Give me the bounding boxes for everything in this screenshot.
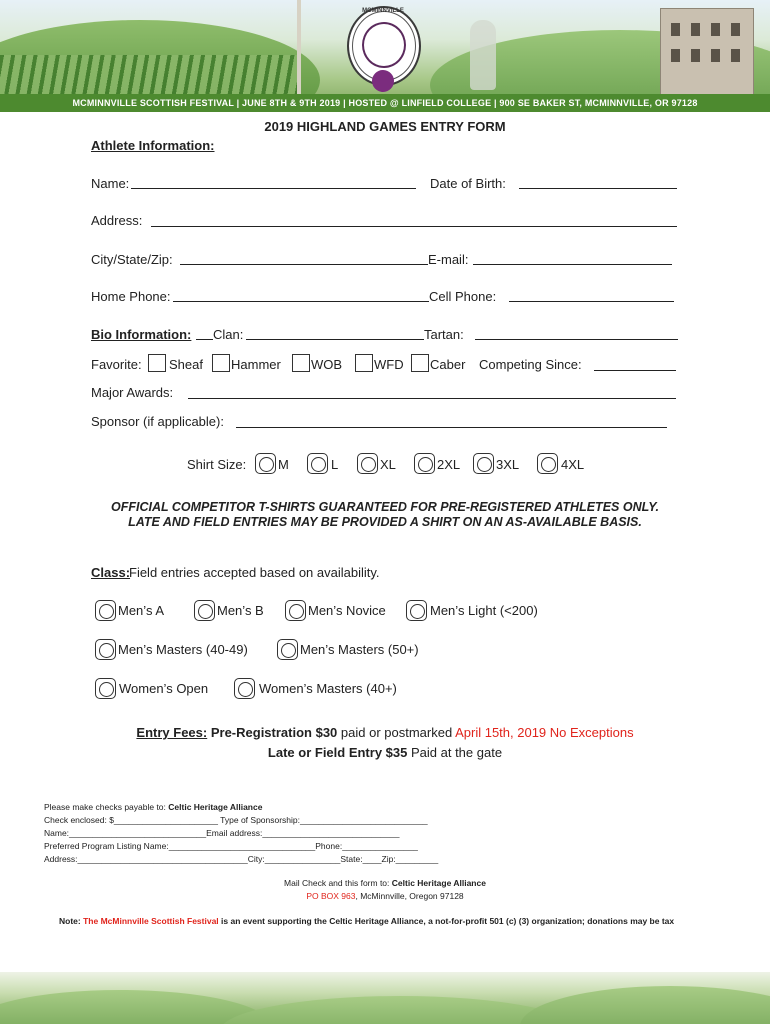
entry-fees-line (0, 725, 770, 741)
shirt-size-l-radio[interactable] (307, 453, 328, 474)
class-womens-open-label: Women’s Open (119, 681, 209, 696)
shirt-size-2xl-radio[interactable] (414, 453, 435, 474)
favorite-caber-label: Caber (430, 357, 466, 372)
shirt-size-xl-label: XL (380, 457, 396, 472)
sponsor-address-field[interactable]: Address:____________________________________ (44, 854, 248, 864)
competing-since-field[interactable] (594, 370, 676, 371)
payable-line (44, 801, 262, 813)
shirt-notice-line-1: OFFICIAL COMPETITOR T-SHIRTS GUARANTEED FOR PRE-REGISTERED ATHLETES ONLY. (111, 500, 659, 514)
class-mens-light-radio[interactable] (406, 600, 427, 621)
class-womens-open-radio[interactable] (95, 678, 116, 699)
sponsorship-type-field[interactable]: Type of Sponsorship:___________________________ (220, 815, 428, 825)
hill-graphic (520, 986, 770, 1024)
shirt-size-3xl-radio[interactable] (473, 453, 494, 474)
favorite-wob-label: WOB (311, 357, 343, 372)
class-mens-a-radio[interactable] (95, 600, 116, 621)
clan-label: Clan: (213, 327, 244, 342)
header-banner (0, 0, 770, 112)
payable-org: Celtic Heritage Alliance (168, 802, 263, 812)
shirt-notice-line-2: LATE AND FIELD ENTRIES MAY BE PROVIDED A SHIRT ON AN AS-AVAILABLE BASIS. (128, 515, 642, 529)
sponsor-label: Sponsor (if applicable): (91, 414, 224, 429)
shirt-size-xl-radio[interactable] (357, 453, 378, 474)
note-text: is an event supporting the Celtic Heritage Alliance, a not-for-profit 501 (c) (3) organization; donations may be tax (221, 916, 675, 926)
favorite-wfd-checkbox[interactable] (355, 354, 373, 372)
mail-po-box: PO BOX 963 (306, 891, 356, 901)
sponsor-email-field[interactable]: Email address:_____________________________ (206, 828, 400, 838)
class-note: Field entries accepted based on availability. (129, 565, 380, 580)
crest-text: MCMINNVILLE (362, 8, 404, 14)
address-label: Address: (91, 213, 143, 228)
class-mens-masters-50-label: Men’s Masters (50+) (300, 642, 419, 657)
home-phone-field[interactable] (173, 301, 429, 302)
caber-pole-graphic (297, 0, 301, 96)
footer-banner (0, 972, 770, 1024)
cell-phone-label: Cell Phone: (429, 289, 497, 304)
late-fee: Late or Field Entry $35 (267, 745, 408, 760)
shirt-size-4xl-label: 4XL (561, 457, 585, 472)
late-fee-note: Paid at the gate (410, 745, 503, 760)
email-field[interactable] (473, 264, 672, 265)
class-mens-masters-50-radio[interactable] (277, 639, 298, 660)
major-awards-label: Major Awards: (91, 385, 174, 400)
athlete-graphic (470, 20, 496, 90)
mail-city: , McMinnville, Oregon 97128 (355, 891, 464, 901)
bio-underline (196, 339, 213, 340)
tartan-field[interactable] (475, 339, 678, 340)
clan-field[interactable] (246, 339, 424, 340)
sponsor-name-field[interactable]: Name:_____________________________ (44, 828, 207, 838)
favorite-caber-checkbox[interactable] (411, 354, 429, 372)
class-mens-masters-40-label: Men’s Masters (40-49) (118, 642, 248, 657)
building-graphic (660, 8, 754, 96)
shirt-size-m-label: M (278, 457, 289, 472)
note-label: Note: (59, 916, 81, 926)
sponsor-state-field[interactable]: State:____ (340, 854, 382, 864)
shirt-size-l-label: L (331, 457, 339, 472)
home-phone-label: Home Phone: (91, 289, 171, 304)
festival-info-band: MCMINNVILLE SCOTTISH FESTIVAL | JUNE 8TH & 9TH 2019 | HOSTED @ LINFIELD COLLEGE | 900 SE BAKER ST, MCMINNVILLE, OR 97128 (0, 94, 770, 112)
favorite-sheaf-checkbox[interactable] (148, 354, 166, 372)
check-enclosed-field[interactable]: Check enclosed: $______________________ (44, 815, 218, 825)
name-label: Name: (91, 176, 130, 191)
program-name-field[interactable]: Preferred Program Listing Name:_______________________________ (44, 841, 316, 851)
sponsor-phone-field[interactable]: Phone:________________ (315, 841, 418, 851)
city-state-zip-field[interactable] (180, 264, 428, 265)
pre-registration-fee: Pre-Registration $30 (210, 725, 338, 740)
shirt-size-m-radio[interactable] (255, 453, 276, 474)
favorite-wob-checkbox[interactable] (292, 354, 310, 372)
competing-since-label: Competing Since: (479, 357, 582, 372)
sponsor-zip-field[interactable]: Zip:_________ (381, 854, 439, 864)
class-label: Class: (91, 565, 131, 580)
sponsor-address-line[interactable] (44, 853, 438, 865)
class-mens-light-label: Men’s Light (<200) (430, 603, 538, 618)
city-state-zip-label: City/State/Zip: (91, 252, 173, 267)
sponsor-field[interactable] (236, 427, 667, 428)
mail-address-line (0, 890, 770, 902)
note-line (59, 915, 674, 927)
bio-info-heading: Bio Information: (91, 327, 192, 342)
mail-prefix: Mail Check and this form to: (284, 878, 390, 888)
athlete-info-heading: Athlete Information: (91, 138, 215, 153)
class-womens-masters-radio[interactable] (234, 678, 255, 699)
pre-registration-note: paid or postmarked (340, 725, 453, 740)
favorite-hammer-label: Hammer (231, 357, 281, 372)
payable-prefix: Please make checks payable to: (44, 802, 166, 812)
sponsor-name-line[interactable] (44, 827, 399, 839)
fee-deadline: April 15th, 2019 No Exceptions (455, 725, 634, 740)
address-field[interactable] (151, 226, 677, 227)
favorite-hammer-checkbox[interactable] (212, 354, 230, 372)
cell-phone-field[interactable] (509, 301, 674, 302)
favorite-wfd-label: WFD (374, 357, 404, 372)
form-title: 2019 HIGHLAND GAMES ENTRY FORM (264, 119, 506, 134)
email-label: E-mail: (428, 252, 469, 267)
sponsor-city-field[interactable]: City:________________ (247, 854, 341, 864)
favorite-label: Favorite: (91, 357, 142, 372)
program-name-line[interactable] (44, 840, 418, 852)
class-mens-b-label: Men’s B (217, 603, 264, 618)
class-mens-novice-label: Men’s Novice (308, 603, 386, 618)
thistle-icon (362, 22, 406, 68)
class-womens-masters-label: Women’s Masters (40+) (259, 681, 397, 696)
note-festival: The McMinnville Scottish Festival (83, 916, 219, 926)
shirt-size-label: Shirt Size: (187, 457, 247, 472)
favorite-sheaf-label: Sheaf (169, 357, 203, 372)
major-awards-field[interactable] (188, 398, 676, 399)
entry-fees-label: Entry Fees: (136, 725, 208, 740)
tartan-label: Tartan: (424, 327, 464, 342)
mail-org: Celtic Heritage Alliance (391, 878, 486, 888)
late-fee-line (0, 745, 770, 761)
shirt-size-3xl-label: 3XL (496, 457, 520, 472)
shirt-size-4xl-radio[interactable] (537, 453, 558, 474)
check-enclosed-line[interactable] (44, 814, 428, 826)
dob-field[interactable] (519, 188, 677, 189)
class-mens-a-label: Men’s A (118, 603, 165, 618)
class-mens-novice-radio[interactable] (285, 600, 306, 621)
class-mens-b-radio[interactable] (194, 600, 215, 621)
shirt-size-2xl-label: 2XL (437, 457, 461, 472)
grapes-icon (372, 70, 394, 92)
class-mens-masters-40-radio[interactable] (95, 639, 116, 660)
dob-label: Date of Birth: (430, 176, 506, 191)
name-field[interactable] (131, 188, 416, 189)
mail-line (0, 877, 770, 889)
